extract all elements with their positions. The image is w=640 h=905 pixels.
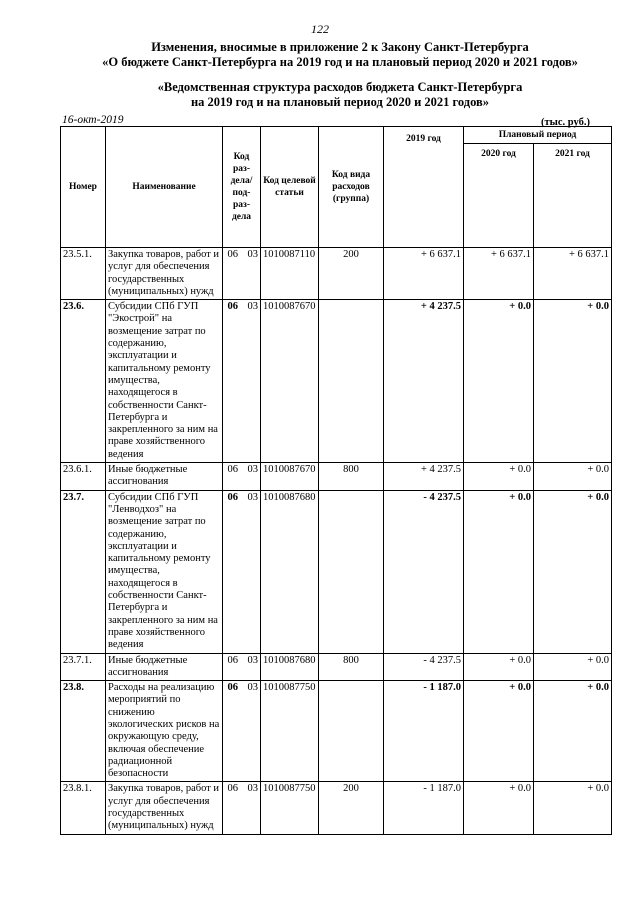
document-title [60,40,620,70]
row-target-code: 1010087670 [261,463,319,491]
row-target-code: 1010087680 [261,653,319,681]
row-amount-2021: + 0.0 [534,300,612,463]
row-number: 23.6.1. [61,463,106,491]
row-target-code: 1010087750 [261,782,319,834]
header-2021: 2021 год [534,144,612,248]
row-amount-2020: + 0.0 [464,782,534,834]
table-row [61,681,612,782]
header-2020: 2020 год [464,144,534,248]
document-date: 16-окт-2019 [62,114,124,126]
document-subtitle [60,80,620,110]
row-expense-type [319,300,384,463]
title-line-1: Изменения, вносимые в приложение 2 к Закону Санкт-Петербурга [151,40,529,54]
row-subsection: 03 [243,653,261,681]
row-target-code: 1010087110 [261,248,319,300]
row-amount-2019: - 4 237.5 [384,490,464,653]
header-name: Наименование [106,127,223,248]
row-number: 23.6. [61,300,106,463]
row-expense-type: 200 [319,248,384,300]
row-subsection: 03 [243,463,261,491]
header-planned-period: Плановый период [464,127,612,144]
header-number: Номер [61,127,106,248]
table-row [61,248,612,300]
table-row [61,653,612,681]
row-expense-type: 800 [319,653,384,681]
row-name: Иные бюджетные ассигнования [106,653,223,681]
row-amount-2020: + 0.0 [464,653,534,681]
row-subsection: 03 [243,490,261,653]
row-subsection: 03 [243,300,261,463]
row-section: 06 [223,248,243,300]
row-name: Закупка товаров, работ и услуг для обеспечения государственных (муниципальных) нужд [106,782,223,834]
row-subsection: 03 [243,248,261,300]
budget-table [60,126,612,835]
row-section: 06 [223,653,243,681]
row-name: Субсидии СПб ГУП "Экострой" на возмещение затрат по содержанию, эксплуатации и капитальному ремонту имущества, находящегося в собственности Санкт-Петербурга и закрепленного за ним на праве хозяйственного ведения [106,300,223,463]
row-expense-type: 800 [319,463,384,491]
row-name: Расходы на реализацию мероприятий по снижению экологических рисков на окружающую среду, включая обеспечение радиационной безопасности [106,681,223,782]
row-amount-2020: + 0.0 [464,490,534,653]
row-amount-2021: + 0.0 [534,490,612,653]
row-amount-2019: + 4 237.5 [384,300,464,463]
row-section: 06 [223,463,243,491]
header-2019: 2019 год [384,127,464,248]
row-name: Субсидии СПб ГУП "Ленводхоз" на возмещение затрат по содержанию, эксплуатации и капитальному ремонту имущества, находящегося в собственности Санкт-Петербурга и закрепленного за ним на праве хозяйственного ведения [106,490,223,653]
row-expense-type [319,681,384,782]
row-amount-2021: + 0.0 [534,653,612,681]
row-number: 23.5.1. [61,248,106,300]
table-row [61,463,612,491]
row-subsection: 03 [243,681,261,782]
row-target-code: 1010087750 [261,681,319,782]
header-target: Код целевой статьи [261,127,319,248]
row-section: 06 [223,490,243,653]
row-amount-2020: + 0.0 [464,463,534,491]
row-section: 06 [223,782,243,834]
table-row [61,300,612,463]
row-number: 23.8. [61,681,106,782]
header-expense-type: Код вида расходов (группа) [319,127,384,248]
row-amount-2021: + 0.0 [534,463,612,491]
row-amount-2021: + 0.0 [534,782,612,834]
row-target-code: 1010087680 [261,490,319,653]
row-subsection: 03 [243,782,261,834]
row-amount-2019: + 6 637.1 [384,248,464,300]
row-amount-2020: + 0.0 [464,681,534,782]
row-expense-type: 200 [319,782,384,834]
row-amount-2019: - 1 187.0 [384,681,464,782]
subtitle-line-1: «Ведомственная структура расходов бюджета Санкт-Петербурга [157,80,523,94]
row-amount-2021: + 6 637.1 [534,248,612,300]
row-target-code: 1010087670 [261,300,319,463]
row-expense-type [319,490,384,653]
row-number: 23.7.1. [61,653,106,681]
row-name: Закупка товаров, работ и услуг для обеспечения государственных (муниципальных) нужд [106,248,223,300]
subtitle-line-2: на 2019 год и на плановый период 2020 и 2021 годов» [190,95,490,109]
header-section: Код раз-дела/ под-раз-дела [223,127,261,248]
row-name: Иные бюджетные ассигнования [106,463,223,491]
row-amount-2019: - 1 187.0 [384,782,464,834]
units-label: (тыс. руб.) [541,117,590,128]
row-number: 23.7. [61,490,106,653]
row-amount-2020: + 0.0 [464,300,534,463]
row-amount-2019: + 4 237.5 [384,463,464,491]
row-number: 23.8.1. [61,782,106,834]
row-amount-2020: + 6 637.1 [464,248,534,300]
row-amount-2019: - 4 237.5 [384,653,464,681]
page-number: 122 [311,22,329,36]
table-row [61,490,612,653]
title-line-2: «О бюджете Санкт-Петербурга на 2019 год и на плановый период 2020 и 2021 годов» [102,55,578,69]
table-row [61,782,612,834]
row-section: 06 [223,681,243,782]
row-section: 06 [223,300,243,463]
row-amount-2021: + 0.0 [534,681,612,782]
